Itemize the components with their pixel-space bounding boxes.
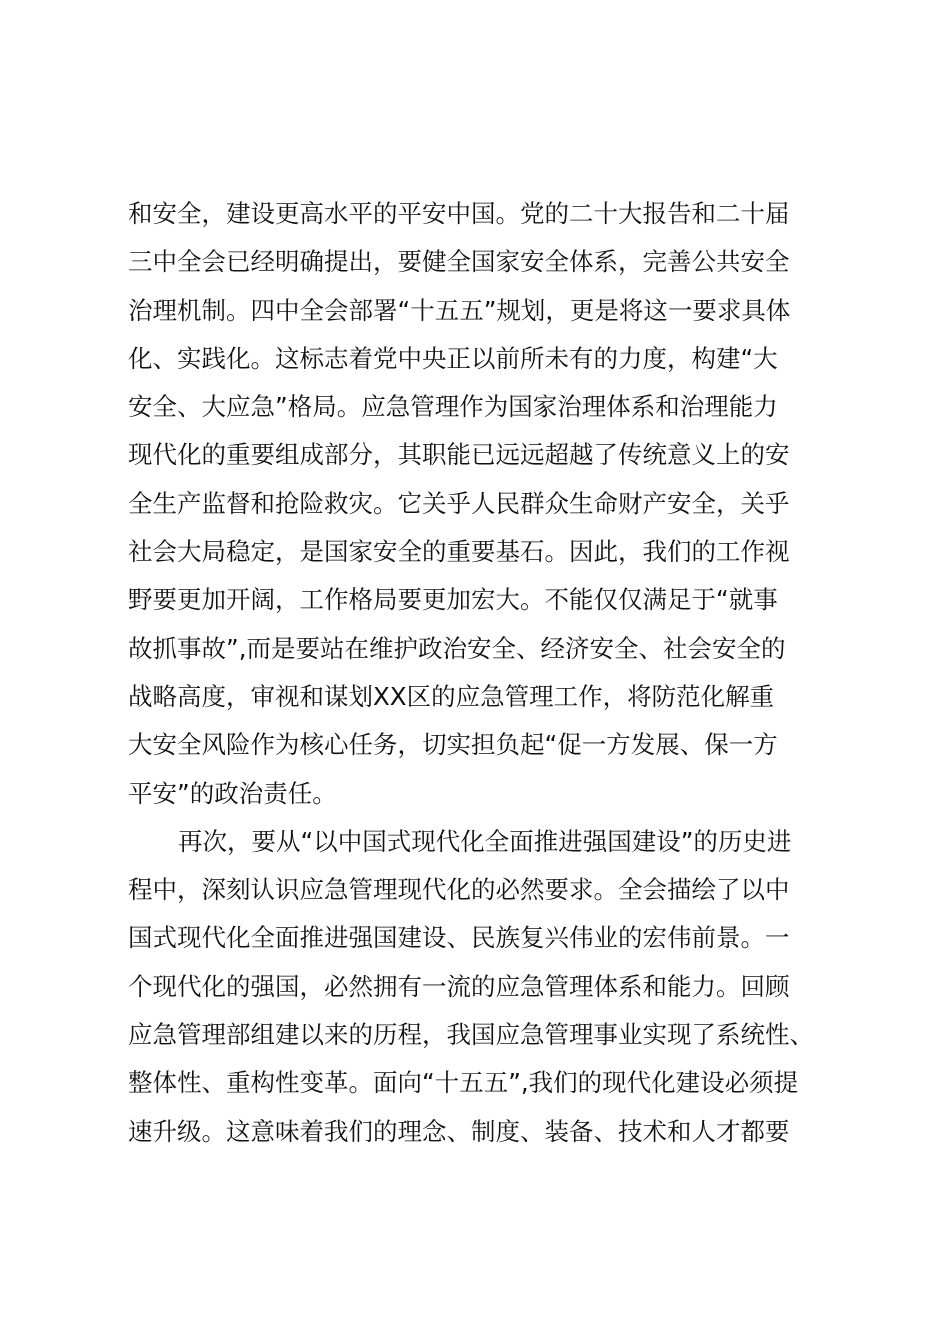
paragraph-2-line-3: 国式现代化全面推进强国建设、民族复兴伟业的宏伟前景。一: [128, 923, 790, 953]
paragraph-1-line-1: 和安全，建设更高水平的平安中国。党的二十大报告和二十届: [128, 199, 790, 228]
paragraph-1-line-9: 野要更加开阔，工作格局要更加宏大。不能仅仅满足于“就事: [128, 585, 778, 615]
paragraph-2-line-7: 速升级。这意味着我们的理念、制度、装备、技术和人才都要: [128, 1116, 790, 1146]
paragraph-1-line-5: 安全、大应急”格局。应急管理作为国家治理体系和治理能力: [128, 392, 778, 422]
paragraph-1-line-7: 全生产监督和抢险救灾。它关乎人民群众生命财产安全，关乎: [128, 488, 790, 518]
paragraph-1-line-12: 大安全风险作为核心任务，切实担负起“促一方发展、保一方: [128, 730, 778, 760]
paragraph-2-line-5: 应急管理部组建以来的历程，我国应急管理事业实现了系统性、: [128, 1020, 814, 1050]
paragraph-1-line-11: 战略高度，审视和谋划XX区的应急管理工作，将防范化解重: [128, 681, 775, 711]
document-body: [128, 190, 848, 1156]
paragraph-1-line-8: 社会大局稳定，是国家安全的重要基石。因此，我们的工作视: [128, 537, 790, 567]
paragraph-1-line-6: 现代化的重要组成部分，其职能已远远超越了传统意义上的安: [128, 440, 790, 470]
paragraph-2-line-6: 整体性、重构性变革。面向“十五五”,我们的现代化建设必须提: [128, 1068, 799, 1098]
paragraph-1-line-13: 平安”的政治责任。: [128, 778, 337, 808]
paragraph-2-line-2: 程中，深刻认识应急管理现代化的必然要求。全会描绘了以中: [128, 875, 790, 905]
paragraph-1-line-3: 治理机制。四中全会部署“十五五”规划，更是将这一要求具体: [128, 295, 791, 325]
paragraph-1-line-4: 化、实践化。这标志着党中央正以前所未有的力度，构建“大: [128, 343, 778, 373]
paragraph-2-line-1: 再次，要从“以中国式现代化全面推进强国建设”的历史进: [178, 826, 792, 856]
paragraph-1-line-10: 故抓事故”,而是要站在维护政治安全、经济安全、社会安全的: [128, 633, 786, 663]
paragraph-2-line-4: 个现代化的强国，必然拥有一流的应急管理体系和能力。回顾: [128, 971, 790, 1001]
paragraph-1-line-2: 三中全会已经明确提出，要健全国家安全体系，完善公共安全: [128, 247, 790, 277]
